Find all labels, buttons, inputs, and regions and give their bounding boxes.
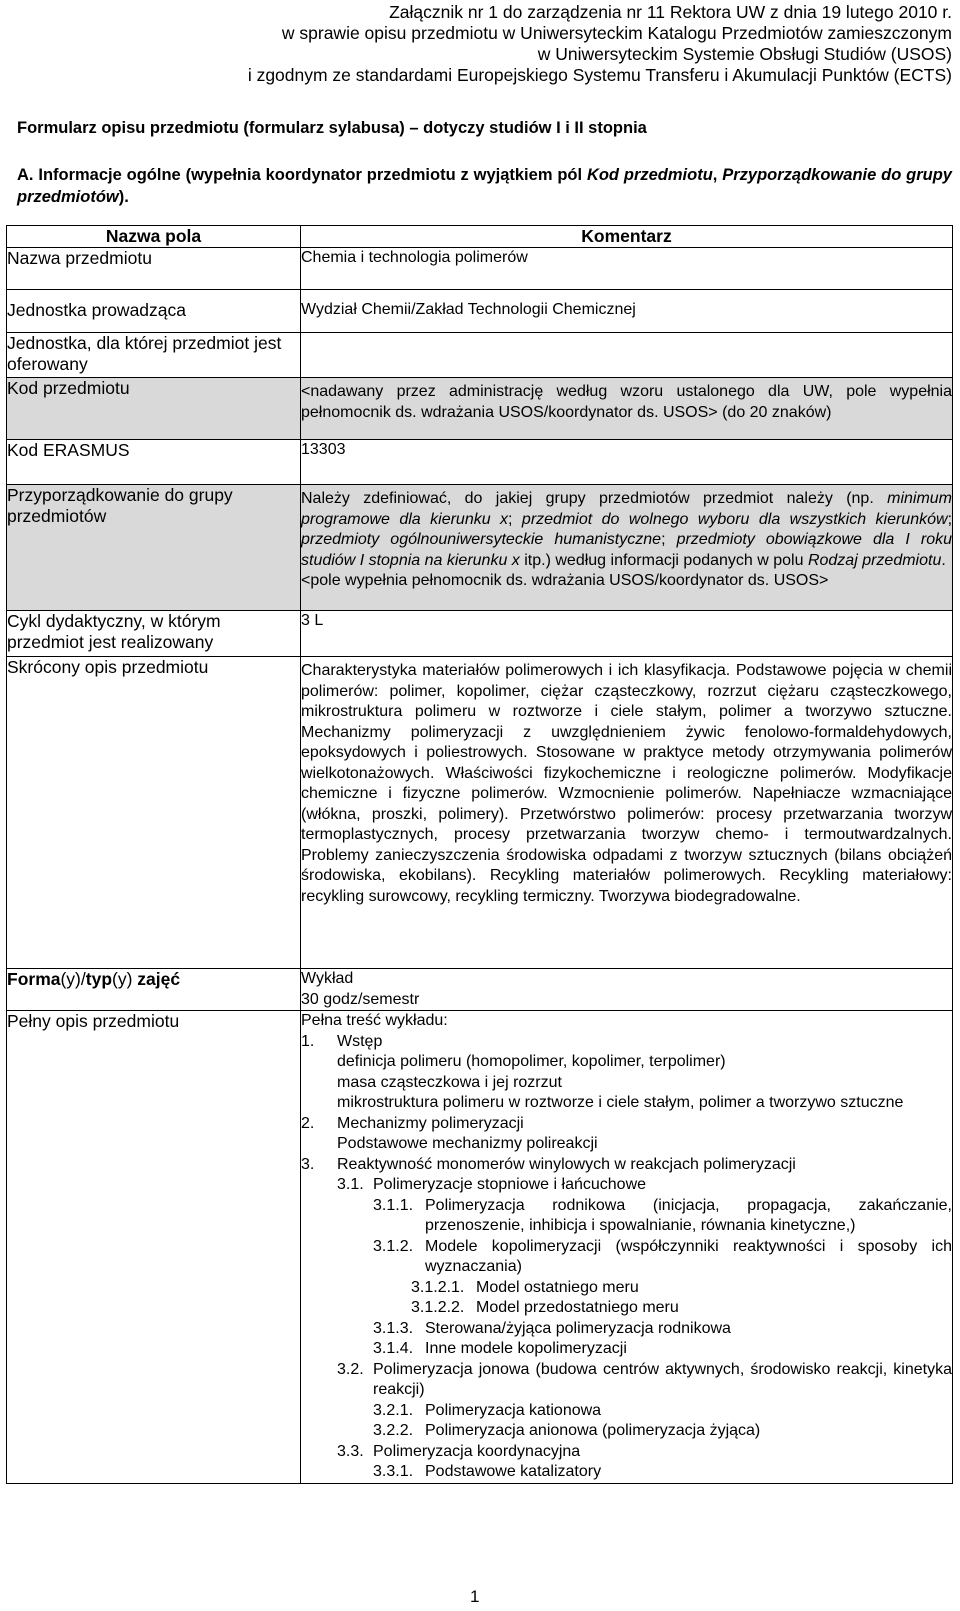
group-text: ; (508, 510, 522, 528)
outline-item (301, 1175, 952, 1196)
field-label: Cykl dydaktyczny, w którym przedmiot jest realizowany (7, 611, 301, 657)
outline-item (301, 1339, 952, 1360)
outline-item (301, 1073, 952, 1094)
column-header: Nazwa pola (7, 226, 301, 248)
outline-number: 3.1.2.1. (411, 1278, 465, 1296)
field-value: Chemia i technologia polimerów (301, 248, 953, 290)
outline-number: 3.1.2. (373, 1237, 414, 1255)
section-heading (17, 164, 952, 208)
table-row (7, 440, 953, 485)
group-italic: Rodzaj przedmiotu (807, 551, 942, 569)
full-description-list (301, 1032, 952, 1483)
outline-number: 3.2.2. (373, 1422, 414, 1439)
outline-item (301, 1052, 952, 1073)
table-row (7, 378, 953, 440)
outline-text: Inne modele kopolimeryzacji (425, 1340, 627, 1357)
field-label: Jednostka, dla której przedmiot jest oferowany (7, 333, 301, 378)
outline-item (301, 1442, 952, 1463)
table-row (7, 333, 953, 378)
outline-item (301, 1093, 952, 1114)
field-value (301, 1011, 953, 1484)
table-row (7, 1011, 953, 1484)
header-line: w sprawie opisu przedmiotu w Uniwersyteckim Katalogu Przedmiotów zamieszczonym (281, 23, 952, 43)
group-italic: przedmioty obowiązkowe dla I roku studiów I stopnia na kierunku x (301, 531, 952, 569)
field-label: Pełny opis przedmiotu (7, 1011, 301, 1484)
group-text: Należy zdefiniować, do jakiej grupy przedmiotów przedmiot należy (np. (301, 490, 888, 507)
outline-text: definicja polimeru (homopolimer, kopolimer, terpolimer) (337, 1053, 726, 1070)
table-row (7, 248, 953, 290)
page-number: 1 (470, 1587, 480, 1606)
outline-item (301, 1114, 952, 1135)
label-text: (y) (112, 969, 138, 989)
outline-text: Polimeryzacja anionowa (polimeryzacja żyjąca) (425, 1422, 761, 1439)
field-value: 3 L (301, 611, 953, 657)
outline-item (301, 1298, 952, 1319)
field-label: Jednostka prowadząca (7, 290, 301, 333)
label-text: (y)/ (60, 969, 86, 989)
table-row (7, 290, 953, 333)
section-sep: , (712, 166, 723, 184)
outline-item (301, 1278, 952, 1299)
group-text: itp.) według informacji podanych w polu (519, 551, 808, 569)
outline-item (301, 1360, 952, 1401)
label-bold: zajęć (137, 969, 181, 989)
field-label: Kod ERASMUS (7, 440, 301, 485)
field-value: Wydział Chemii/Zakład Technologii Chemicznej (301, 290, 953, 333)
section-suffix: ). (118, 188, 129, 206)
group-note: <pole wypełnia pełnomocnik ds. wdrażania USOS/koordynator ds. USOS> (301, 572, 829, 589)
field-label (7, 969, 301, 1011)
table-row (7, 657, 953, 969)
outline-text: Model przedostatniego meru (476, 1299, 679, 1316)
section-italic: Przyporządkowanie do grupy przedmiotów (17, 166, 952, 206)
outline-text: Modele kopolimeryzacji (współczynniki reaktywności i sposoby ich wyznaczania) (425, 1237, 952, 1275)
field-label: Skrócony opis przedmiotu (7, 657, 301, 969)
header-line: Załącznik nr 1 do zarządzenia nr 11 Rektora UW z dnia 19 lutego 2010 r. (389, 2, 952, 22)
outline-number: 3.3.1. (373, 1463, 414, 1480)
outline-number: 3.1.1. (373, 1196, 414, 1214)
outline-item (301, 1032, 952, 1053)
outline-item (301, 1319, 952, 1340)
outline-text: Polimeryzacje stopniowe i łańcuchowe (373, 1176, 647, 1193)
outline-item (301, 1421, 952, 1442)
outline-text: Mechanizmy polimeryzacji (337, 1114, 524, 1132)
field-value (301, 969, 953, 1011)
outline-item (301, 1401, 952, 1422)
document-header (248, 2, 952, 86)
section-text: A. Informacje ogólne (wypełnia koordynator przedmiotu z wyjątkiem pól (17, 166, 587, 184)
column-header: Komentarz (301, 226, 953, 248)
group-italic: przedmioty ogólnouniwersyteckie humanistyczne (301, 531, 662, 548)
outline-number: 3.1.2.2. (411, 1299, 465, 1316)
table-row (7, 611, 953, 657)
field-label: Nazwa przedmiotu (7, 248, 301, 290)
label-bold: typ (85, 969, 113, 989)
outline-text: Sterowana/żyjąca polimeryzacja rodnikowa (425, 1319, 731, 1337)
section-italic: Kod przedmiotu (586, 166, 713, 184)
form-line: 30 godz/semestr (301, 990, 420, 1008)
outline-number: 2. (301, 1114, 315, 1132)
group-text: ; (661, 531, 677, 548)
field-value: 13303 (301, 440, 953, 485)
outline-number: 3.1.4. (373, 1340, 414, 1357)
outline-text: Podstawowe katalizatory (425, 1463, 602, 1480)
group-italic: minimum programowe dla kierunku x (301, 490, 952, 528)
full-description-intro: Pełna treść wykładu: (301, 1012, 448, 1029)
group-text: ; (947, 510, 953, 528)
field-value (301, 333, 953, 378)
outline-item (301, 1462, 952, 1483)
outline-number: 3.3. (337, 1442, 364, 1460)
field-value: Charakterystyka materiałów polimerowych i ich klasyfikacja. Podstawowe pojęcia w chemii polimerów: polimer, kopolimer, ciężar cząsteczkowy, rozrzut ciężaru cząsteczkowego, mikrostruktura polimeru w roztworze i ciele stałym, polimer a tworzywo sztuczne. Mechanizmy polimeryzacji z uwzględnieniem żywic fenolowo-formaldehydowych, epoksydowych i poliestrowych. Stosowane w praktyce metody otrzymywania polimerów wielkotonażowych. Właściwości fizykochemiczne i reologiczne polimerów. Modyfikacje chemiczne i fizyczne polimerów. Wzmocnienie polimerów. Napełniacze wzmacniające (włókna, proszki, polimery). Przetwórstwo polimerów: procesy przetwarzania tworzyw termoplastycznych, procesy przetwarzania tworzyw chemo- i termoutwardzalnych. Problemy zanieczyszczenia środowiska odpadami z tworzyw sztucznych (bilans obciążeń środowiska, ekobilans). Recykling materiałów polimerowych. Recykling materiałowy: recykling surowcowy, recykling termiczny. Tworzywa biodegradowalne. (301, 657, 953, 969)
form-line: Wykład (301, 970, 354, 987)
outline-item (301, 1237, 952, 1278)
outline-number: 3.1.3. (373, 1319, 414, 1337)
outline-text: Model ostatniego meru (476, 1278, 639, 1296)
field-label: Kod przedmiotu (7, 378, 301, 440)
table-header-row (7, 226, 953, 248)
outline-text: Polimeryzacja koordynacyjna (373, 1442, 581, 1460)
outline-text: Polimeryzacja jonowa (budowa centrów aktywnych, środowisko reakcji, kinetyka reakcji) (373, 1360, 952, 1398)
outline-text: masa cząsteczkowa i jej rozrzut (337, 1073, 562, 1091)
field-value: <nadawany przez administrację według wzoru ustalonego dla UW, pole wypełnia pełnomocnik ds. wdrażania USOS/koordynator ds. USOS> (do 20 znaków) (301, 378, 953, 440)
form-title: Formularz opisu przedmiotu (formularz sylabusa) – dotyczy studiów I i II stopnia (17, 119, 647, 137)
outline-item (301, 1155, 952, 1176)
label-bold: Forma (7, 969, 61, 989)
field-value (301, 485, 953, 611)
outline-text: Polimeryzacja kationowa (425, 1401, 602, 1419)
outline-number: 3.2.1. (373, 1401, 414, 1419)
outline-number: 3. (301, 1155, 315, 1173)
outline-text: Reaktywność monomerów winylowych w reakcjach polimeryzacji (337, 1155, 796, 1173)
group-italic: przedmiot do wolnego wyboru dla wszystkich kierunków (521, 510, 948, 528)
syllabus-table (6, 225, 953, 1484)
field-label: Przyporządkowanie do grupy przedmiotów (7, 485, 301, 611)
outline-text: mikrostruktura polimeru w roztworze i ciele stałym, polimer a tworzywo sztuczne (337, 1094, 904, 1111)
group-text: . (941, 551, 946, 569)
outline-item (301, 1196, 952, 1237)
table-row (7, 485, 953, 611)
outline-text: Wstęp (337, 1032, 383, 1050)
outline-text: Polimeryzacja rodnikowa (inicjacja, propagacja, zakańczanie, przenoszenie, inhibicja i spowalnianie, równania kinetyczne,) (425, 1196, 952, 1234)
outline-number: 3.2. (337, 1360, 364, 1378)
outline-number: 3.1. (337, 1176, 364, 1193)
outline-item (301, 1134, 952, 1155)
header-line: w Uniwersyteckim Systemie Obsługi Studiów (USOS) (537, 44, 952, 64)
outline-text: Podstawowe mechanizmy polireakcji (337, 1135, 598, 1152)
outline-number: 1. (301, 1032, 315, 1050)
header-line: i zgodnym ze standardami Europejskiego Systemu Transferu i Akumulacji Punktów (ECTS) (247, 65, 952, 85)
table-row (7, 969, 953, 1011)
